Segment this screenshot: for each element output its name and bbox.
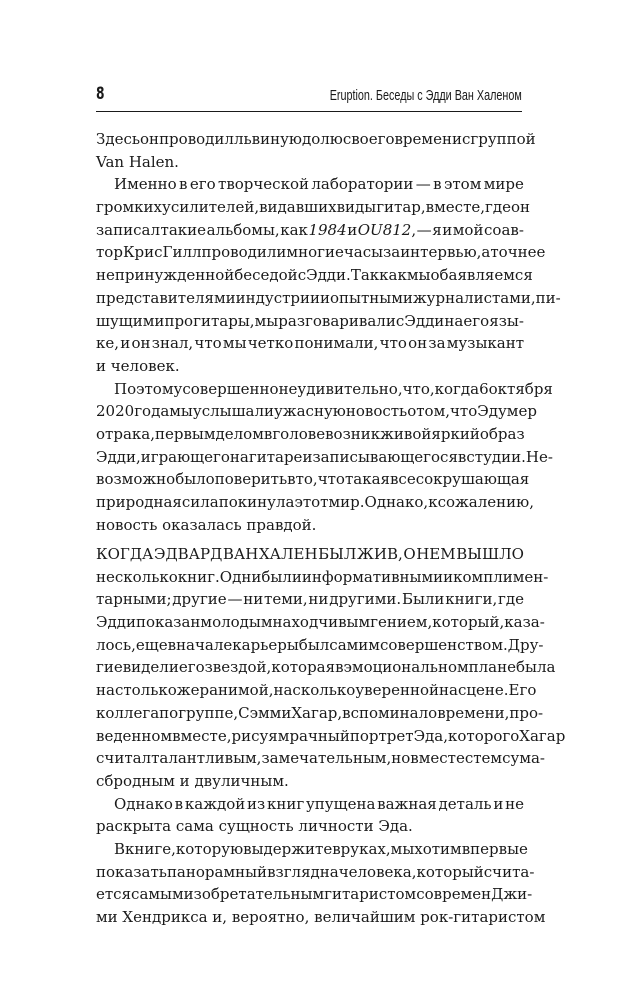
text-line: Именно в его творческой лаборатории — в этом мире	[114, 175, 524, 194]
paragraph	[96, 173, 561, 377]
text-line: лось, еще в начале карьеры был самим совершенством. Дру-	[96, 635, 544, 654]
paragraph	[96, 378, 553, 537]
text-line: непринужденной беседой с Эдди. Так как мы оба являемся	[96, 266, 533, 285]
text-line: ми Хендрикса и, вероятно, величайшим рок-гитаристом	[96, 908, 546, 926]
paragraph	[96, 838, 546, 929]
text-line: Van Halen.	[96, 152, 179, 171]
text-line: возможно было поверить в то, что такая всесокрушающая	[96, 470, 530, 489]
text-line: веденном вместе, рисуя мрачный портрет Эда, которого Хагар	[96, 726, 566, 745]
text-line: В книге, которую вы держите в руках, мы хотим впервые	[114, 839, 528, 858]
text-line: ке, и он знал, что мы четко понимали, что он за музыкант	[96, 334, 524, 353]
body-section-1	[96, 128, 561, 536]
text-line: показать панорамный взгляд на человека, который счита-	[96, 862, 535, 881]
text-line: шущими про гитары, мы разговаривали с Эдди на его язы-	[96, 311, 524, 330]
text-line: новость оказалась правдой.	[96, 515, 317, 534]
text-line: Эдди, играющего на гитаре и записывающегося в студии. Не-	[96, 447, 553, 466]
header-rule	[96, 111, 522, 112]
text-line: тор Крис Гилл проводили многие часы за интервью, а точнее	[96, 243, 546, 262]
text-line: коллега по группе, Сэмми Хагар, вспоминал о времени, про-	[96, 703, 544, 722]
text-line: и человек.	[96, 356, 180, 375]
text-line: Однако в каждой из книг упущена важная деталь и не	[114, 794, 524, 813]
text-line: Эдди показан молодым находчивым гением, который, каза-	[96, 613, 545, 632]
text-line: несколько книг. Одни были информативными и комплимен-	[96, 567, 549, 586]
text-line: записал такие альбомы, как 1984 и OU812, — я и мой соав-	[96, 220, 524, 239]
text-line: тарными; другие — ни теми, ни другими. Были книги, где	[96, 590, 524, 609]
text-line: считал талантливым, замечательным, но вместе с тем сума-	[96, 749, 545, 768]
text-line: от рака, первым делом в голове возник живой яркий образ	[96, 424, 525, 443]
running-title: Eruption. Беседы с Эдди Ван Халеном	[329, 87, 522, 104]
text-line: Здесь он проводил львиную долю своего времени с группой	[96, 130, 536, 148]
text-line: Поэтому совершенно неудивительно, что, когда 6 октября	[114, 379, 553, 398]
text-line: 2020 года мы услышали ужасную новость о том, что Эд умер	[96, 402, 537, 421]
paragraph	[96, 128, 536, 173]
text-line: сбродным и двуличным.	[96, 771, 289, 790]
body-section-2	[96, 543, 566, 929]
paragraph	[96, 793, 524, 838]
text-line: настолько же ранимой, насколько уверенной на сцене. Его	[96, 681, 537, 700]
text-line: представителями индустрии и опытными журналистами, пи-	[96, 288, 561, 307]
text-line: раскрыта сама сущность личности Эда.	[96, 817, 413, 836]
text-line: природная сила покинула этот мир. Однако, к сожалению,	[96, 493, 534, 511]
text-line: КОГДА ЭДВАРД ВАН ХАЛЕН БЫЛ ЖИВ, О НЕМ ВЫШЛО	[96, 545, 524, 563]
page-number: 8	[96, 84, 105, 104]
text-line: громких усилителей, видавших виды гитар, в месте, где он	[96, 198, 531, 217]
text-line: гие видели его звездой, которая в эмоциональном плане была	[96, 658, 556, 677]
text-line: ется самым изобретательным гитаристом со времен Джи-	[96, 885, 533, 904]
paragraph	[96, 543, 566, 793]
